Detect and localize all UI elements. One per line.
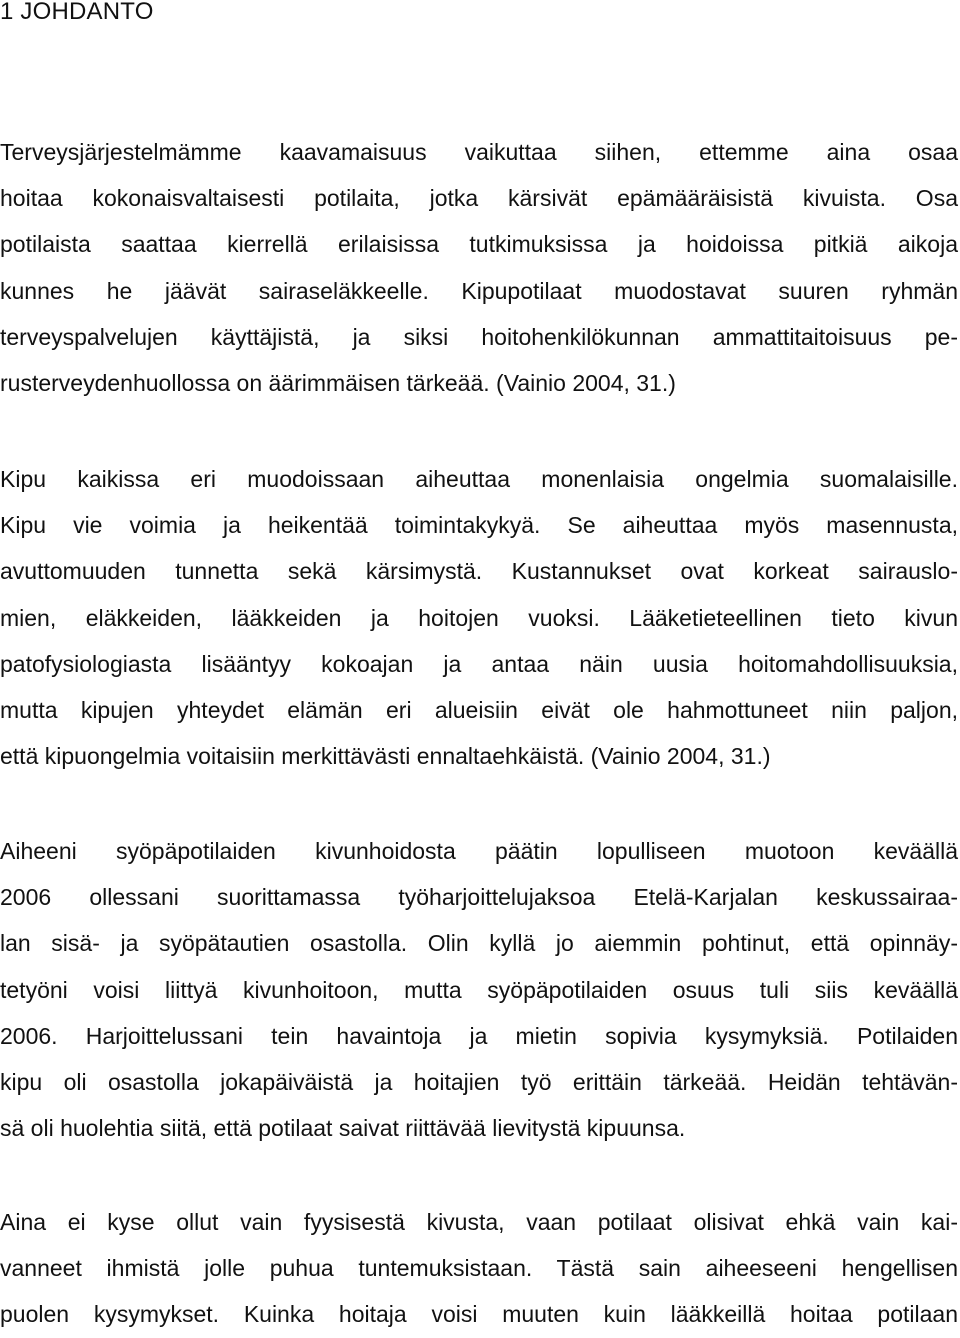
text-line: kunnes he jäävät sairaseläkkeelle. Kipupotilaat muodostavat suuren ryhmän (0, 277, 958, 304)
text-line: avuttomuuden tunnetta sekä kärsimystä. Kustannukset ovat korkeat sairauslo- (0, 558, 958, 585)
text-line: hoitaa kokonaisvaltaisesti potilaita, jotka kärsivät epämääräisistä kivuista. Osa (0, 185, 958, 212)
text-line: rusterveydenhuollossa on äärimmäisen tärkeää. (Vainio 2004, 31.) (0, 369, 676, 396)
paragraph-4 (0, 1199, 958, 1338)
text-line: Aina ei kyse ollut vain fyysisestä kivusta, vaan potilaat olisivat ehkä vain kai- (0, 1209, 958, 1235)
text-line: että kipuongelmia voitaisiin merkittävästi ennaltaehkäistä. (Vainio 2004, 31.) (0, 743, 771, 770)
text-line: patofysiologiasta lisääntyy kokoajan ja antaa näin uusia hoitomahdollisuuksia, (0, 650, 958, 677)
paragraph-1 (0, 129, 958, 406)
paragraph-3 (0, 828, 958, 1151)
text-line: mien, eläkkeiden, lääkkeiden ja hoitojen vuoksi. Lääketieteellinen tieto kivun (0, 604, 958, 631)
text-line: sä oli huolehtia siitä, että potilaat saivat riittävää lievitystä kipuunsa. (0, 1115, 686, 1142)
text-line: terveyspalvelujen käyttäjistä, ja siksi hoitohenkilökunnan ammattitaitoisuus pe- (0, 323, 958, 350)
text-line: Kipu vie voimia ja heikentää toimintakykyä. Se aiheuttaa myös masennusta, (0, 512, 958, 539)
text-line: potilaista saattaa kierrellä erilaisissa tutkimuksissa ja hoidoissa pitkiä aikoja (0, 231, 958, 258)
text-line: puolen kysymykset. Kuinka hoitaja voisi muuten kuin lääkkeillä hoitaa potilaan (0, 1301, 958, 1328)
text-line: 2006 ollessani suorittamassa työharjoittelujaksoa Etelä-Karjalan keskussairaa- (0, 884, 958, 911)
paragraph-2 (0, 456, 958, 779)
text-line: vanneet ihmistä jolle puhua tuntemuksistaan. Tästä sain aiheeseeni hengellisen (0, 1255, 958, 1282)
text-line: Kipu kaikissa eri muodoissaan aiheuttaa monenlaisia ongelmia suomalaisille. (0, 466, 958, 492)
text-line: Aiheeni syöpäpotilaiden kivunhoidosta päätin lopulliseen muotoon keväällä (0, 838, 958, 864)
text-line: mutta kipujen yhteydet elämän eri alueisiin eivät ole hahmottuneet niin paljon, (0, 696, 958, 723)
text-line: lan sisä- ja syöpätautien osastolla. Olin kyllä jo aiemmin pohtinut, että opinnäy- (0, 930, 958, 957)
text-line: tetyöni voisi liittyä kivunhoitoon, mutta syöpäpotilaiden osuus tuli siis keväällä (0, 976, 958, 1003)
text-line: Terveysjärjestelmämme kaavamaisuus vaikuttaa siihen, ettemme aina osaa (0, 139, 958, 165)
text-line: 2006. Harjoittelussani tein havaintoja ja mietin sopivia kysymyksiä. Potilaiden (0, 1022, 958, 1049)
text-line: kipu oli osastolla jokapäiväistä ja hoitajien työ erittäin tärkeää. Heidän tehtävän- (0, 1068, 958, 1095)
section-heading: 1 JOHDANTO (0, 0, 154, 25)
